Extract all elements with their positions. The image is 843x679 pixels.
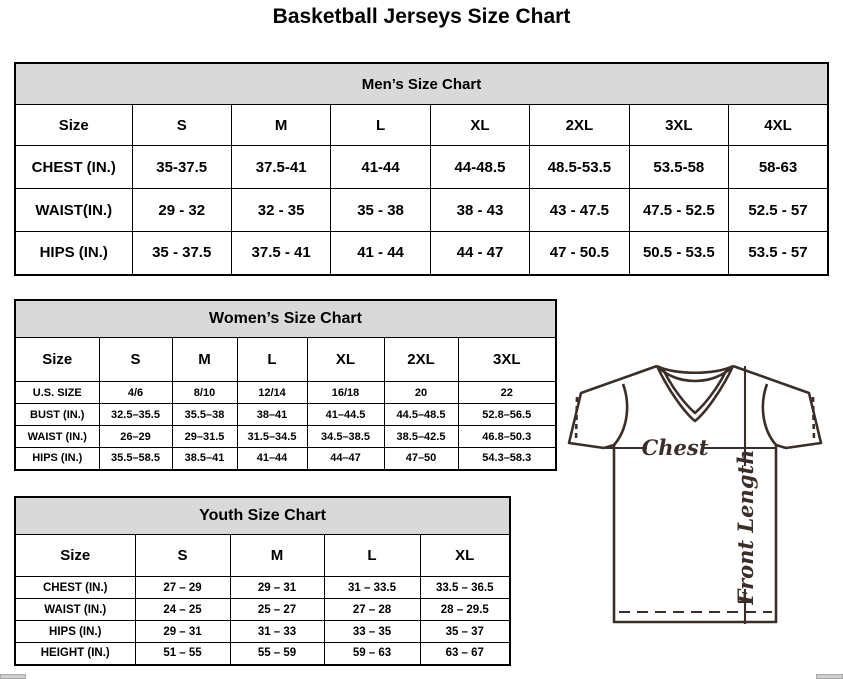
chest-label: Chest bbox=[641, 435, 709, 460]
left-cuff-dashed-line bbox=[576, 397, 577, 440]
value-cell: 51 – 55 bbox=[135, 643, 230, 665]
value-cell: 34.5–38.5 bbox=[307, 426, 384, 448]
table-title-row bbox=[15, 497, 510, 535]
row-label: WAIST (IN.) bbox=[15, 599, 135, 621]
jersey-outline bbox=[569, 366, 821, 622]
scrollbar-fragment-left[interactable] bbox=[0, 674, 26, 679]
youth-table-title: Youth Size Chart bbox=[15, 497, 510, 535]
value-cell: 31.5–34.5 bbox=[237, 426, 307, 448]
value-cell: 47 - 50.5 bbox=[530, 232, 629, 275]
womens-table-title: Women’s Size Chart bbox=[15, 300, 556, 338]
value-cell: 37.5-41 bbox=[231, 146, 330, 189]
table-row bbox=[15, 577, 510, 599]
value-cell: 35 - 38 bbox=[331, 189, 430, 232]
womens-size-table bbox=[14, 299, 557, 471]
row-label: U.S. SIZE bbox=[15, 382, 99, 404]
jersey-measurement-diagram bbox=[556, 356, 843, 672]
value-cell: 26–29 bbox=[99, 426, 172, 448]
column-header: 3XL bbox=[629, 105, 728, 146]
value-cell: 29–31.5 bbox=[172, 426, 237, 448]
table-row bbox=[15, 621, 510, 643]
value-cell: 38–41 bbox=[237, 404, 307, 426]
value-cell: 20 bbox=[384, 382, 458, 404]
value-cell: 44.5–48.5 bbox=[384, 404, 458, 426]
table-row bbox=[15, 382, 556, 404]
value-cell: 27 – 29 bbox=[135, 577, 230, 599]
column-header: S bbox=[135, 535, 230, 577]
row-label: HIPS (IN.) bbox=[15, 232, 132, 275]
scrollbar-fragment-right[interactable] bbox=[816, 674, 843, 679]
mens-size-table bbox=[14, 62, 829, 276]
value-cell: 37.5 - 41 bbox=[231, 232, 330, 275]
value-cell: 38.5–41 bbox=[172, 448, 237, 470]
right-armhole-seam bbox=[763, 384, 776, 445]
youth-size-table bbox=[14, 496, 511, 666]
value-cell: 25 – 27 bbox=[230, 599, 324, 621]
table-title-row bbox=[15, 300, 556, 338]
header-row bbox=[15, 105, 828, 146]
row-label: WAIST(IN.) bbox=[15, 189, 132, 232]
value-cell: 53.5-58 bbox=[629, 146, 728, 189]
value-cell: 33.5 – 36.5 bbox=[420, 577, 510, 599]
value-cell: 29 - 32 bbox=[132, 189, 231, 232]
collar-back-arc-1 bbox=[657, 366, 733, 373]
value-cell: 29 – 31 bbox=[230, 577, 324, 599]
value-cell: 27 – 28 bbox=[324, 599, 420, 621]
value-cell: 59 – 63 bbox=[324, 643, 420, 665]
column-header: M bbox=[230, 535, 324, 577]
column-header: 3XL bbox=[458, 338, 556, 382]
value-cell: 41 - 44 bbox=[331, 232, 430, 275]
value-cell: 44-48.5 bbox=[430, 146, 529, 189]
value-cell: 35 - 37.5 bbox=[132, 232, 231, 275]
header-row bbox=[15, 338, 556, 382]
value-cell: 38.5–42.5 bbox=[384, 426, 458, 448]
column-header: Size bbox=[15, 105, 132, 146]
column-header: M bbox=[231, 105, 330, 146]
column-header: 2XL bbox=[384, 338, 458, 382]
column-header: XL bbox=[420, 535, 510, 577]
table-row bbox=[15, 426, 556, 448]
row-label: CHEST (IN.) bbox=[15, 577, 135, 599]
value-cell: 38 - 43 bbox=[430, 189, 529, 232]
value-cell: 35.5–38 bbox=[172, 404, 237, 426]
column-header: M bbox=[172, 338, 237, 382]
column-header: S bbox=[99, 338, 172, 382]
column-header: L bbox=[324, 535, 420, 577]
value-cell: 48.5-53.5 bbox=[530, 146, 629, 189]
value-cell: 35-37.5 bbox=[132, 146, 231, 189]
row-label: HIPS (IN.) bbox=[15, 448, 99, 470]
value-cell: 47.5 - 52.5 bbox=[629, 189, 728, 232]
value-cell: 35.5–58.5 bbox=[99, 448, 172, 470]
column-header: 4XL bbox=[729, 105, 828, 146]
value-cell: 43 - 47.5 bbox=[530, 189, 629, 232]
value-cell: 28 – 29.5 bbox=[420, 599, 510, 621]
value-cell: 16/18 bbox=[307, 382, 384, 404]
column-header: L bbox=[237, 338, 307, 382]
table-row bbox=[15, 404, 556, 426]
column-header: Size bbox=[15, 338, 99, 382]
value-cell: 47–50 bbox=[384, 448, 458, 470]
left-armhole-seam bbox=[614, 384, 627, 445]
value-cell: 31 – 33 bbox=[230, 621, 324, 643]
value-cell: 41–44 bbox=[237, 448, 307, 470]
column-header: XL bbox=[430, 105, 529, 146]
value-cell: 55 – 59 bbox=[230, 643, 324, 665]
row-label: HIPS (IN.) bbox=[15, 621, 135, 643]
value-cell: 24 – 25 bbox=[135, 599, 230, 621]
value-cell: 32.5–35.5 bbox=[99, 404, 172, 426]
value-cell: 41–44.5 bbox=[307, 404, 384, 426]
page-title: Basketball Jerseys Size Chart bbox=[272, 5, 571, 28]
column-header: 2XL bbox=[530, 105, 629, 146]
value-cell: 8/10 bbox=[172, 382, 237, 404]
column-header: L bbox=[331, 105, 430, 146]
value-cell: 52.8–56.5 bbox=[458, 404, 556, 426]
mens-table-title: Men’s Size Chart bbox=[15, 63, 828, 105]
row-label: HEIGHT (IN.) bbox=[15, 643, 135, 665]
value-cell: 58-63 bbox=[729, 146, 828, 189]
value-cell: 50.5 - 53.5 bbox=[629, 232, 728, 275]
front-length-label: Front Length bbox=[733, 449, 758, 605]
value-cell: 41-44 bbox=[331, 146, 430, 189]
header-row bbox=[15, 535, 510, 577]
value-cell: 53.5 - 57 bbox=[729, 232, 828, 275]
value-cell: 63 – 67 bbox=[420, 643, 510, 665]
row-label: WAIST (IN.) bbox=[15, 426, 99, 448]
value-cell: 35 – 37 bbox=[420, 621, 510, 643]
value-cell: 32 - 35 bbox=[231, 189, 330, 232]
value-cell: 46.8–50.3 bbox=[458, 426, 556, 448]
row-label: BUST (IN.) bbox=[15, 404, 99, 426]
value-cell: 54.3–58.3 bbox=[458, 448, 556, 470]
table-row bbox=[15, 146, 828, 189]
value-cell: 12/14 bbox=[237, 382, 307, 404]
value-cell: 33 – 35 bbox=[324, 621, 420, 643]
value-cell: 44 - 47 bbox=[430, 232, 529, 275]
value-cell: 22 bbox=[458, 382, 556, 404]
table-row bbox=[15, 448, 556, 470]
row-label: CHEST (IN.) bbox=[15, 146, 132, 189]
value-cell: 31 – 33.5 bbox=[324, 577, 420, 599]
column-header: XL bbox=[307, 338, 384, 382]
table-row bbox=[15, 643, 510, 665]
right-cuff-dashed-line bbox=[813, 397, 814, 440]
value-cell: 29 – 31 bbox=[135, 621, 230, 643]
table-row bbox=[15, 232, 828, 275]
value-cell: 52.5 - 57 bbox=[729, 189, 828, 232]
table-row bbox=[15, 189, 828, 232]
value-cell: 44–47 bbox=[307, 448, 384, 470]
table-row bbox=[15, 599, 510, 621]
column-header: Size bbox=[15, 535, 135, 577]
value-cell: 4/6 bbox=[99, 382, 172, 404]
table-title-row bbox=[15, 63, 828, 105]
column-header: S bbox=[132, 105, 231, 146]
